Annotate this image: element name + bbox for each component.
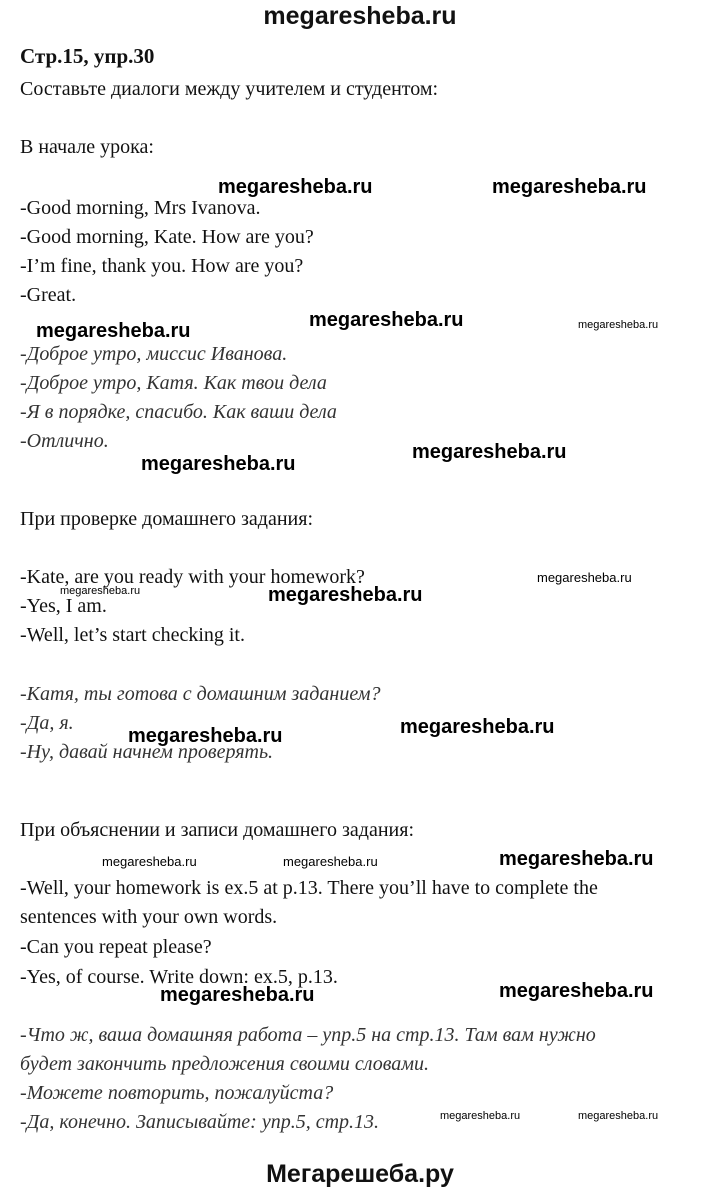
watermark: megaresheba.ru — [440, 1110, 521, 1122]
watermark: megaresheba.ru — [160, 984, 315, 1006]
site-footer[interactable]: Мегарешеба.ру — [266, 1160, 454, 1188]
watermark: megaresheba.ru — [537, 570, 632, 585]
dialog-line: -Great. — [20, 284, 77, 306]
translation-line: -Да, конечно. Записывайте: упр.5, стр.13. — [20, 1111, 380, 1133]
translation-line: -Что ж, ваша домашняя работа – упр.5 на стр.13. Там вам нужно — [20, 1024, 596, 1046]
task-text: Составьте диалоги между учителем и студентом: — [20, 78, 439, 100]
watermark: megaresheba.ru — [268, 584, 423, 606]
watermark: megaresheba.ru — [412, 441, 567, 463]
site-header[interactable]: megaresheba.ru — [263, 2, 457, 30]
translation-line: -Отлично. — [20, 430, 109, 452]
translation-line: -Я в порядке, спасибо. Как ваши дела — [20, 401, 337, 423]
watermark: megaresheba.ru — [128, 725, 283, 747]
watermark: megaresheba.ru — [578, 319, 659, 331]
dialog-line: -Good morning, Mrs Ivanova. — [20, 197, 261, 219]
translation-line: -Доброе утро, Катя. Как твои дела — [20, 372, 327, 394]
watermark: megaresheba.ru — [102, 854, 197, 869]
watermark: megaresheba.ru — [492, 176, 647, 198]
watermark: megaresheba.ru — [36, 320, 191, 342]
watermark: megaresheba.ru — [578, 1110, 659, 1122]
dialog-line: -Can you repeat please? — [20, 936, 212, 958]
watermark: megaresheba.ru — [400, 716, 555, 738]
translation-line: -Да, я. — [20, 712, 74, 734]
translation-line: -Ну, давай начнем проверять. — [20, 741, 274, 763]
watermark: megaresheba.ru — [309, 309, 464, 331]
dialog-line: -I’m fine, thank you. How are you? — [20, 255, 304, 277]
watermark: megaresheba.ru — [499, 980, 654, 1002]
translation-line: -Доброе утро, миссис Иванова. — [20, 343, 288, 365]
section-heading: При проверке домашнего задания: — [20, 508, 314, 530]
dialog-line: -Kate, are you ready with your homework? — [20, 566, 365, 588]
dialog-line: -Yes, I am. — [20, 595, 107, 617]
section-heading: При объяснении и записи домашнего задания: — [20, 819, 415, 841]
dialog-line: -Well, let’s start checking it. — [20, 624, 245, 646]
dialog-line: sentences with your own words. — [20, 906, 278, 928]
page-title: Стр.15, упр.30 — [20, 44, 155, 68]
watermark: megaresheba.ru — [60, 585, 141, 597]
dialog-line: -Good morning, Kate. How are you? — [20, 226, 314, 248]
translation-line: -Можете повторить, пожалуйста? — [20, 1082, 334, 1104]
dialog-line: -Well, your homework is ex.5 at p.13. There you’ll have to complete the — [20, 877, 598, 899]
watermark: megaresheba.ru — [141, 453, 296, 475]
dialog-line: -Yes, of course. Write down: ex.5, p.13. — [20, 966, 338, 988]
watermark: megaresheba.ru — [218, 176, 373, 198]
watermark: megaresheba.ru — [499, 848, 654, 870]
translation-line: -Катя, ты готова с домашним заданием? — [20, 683, 381, 705]
watermark: megaresheba.ru — [283, 854, 378, 869]
translation-line: будет закончить предложения своими словами. — [20, 1053, 430, 1075]
section-heading: В начале урока: — [20, 136, 154, 158]
